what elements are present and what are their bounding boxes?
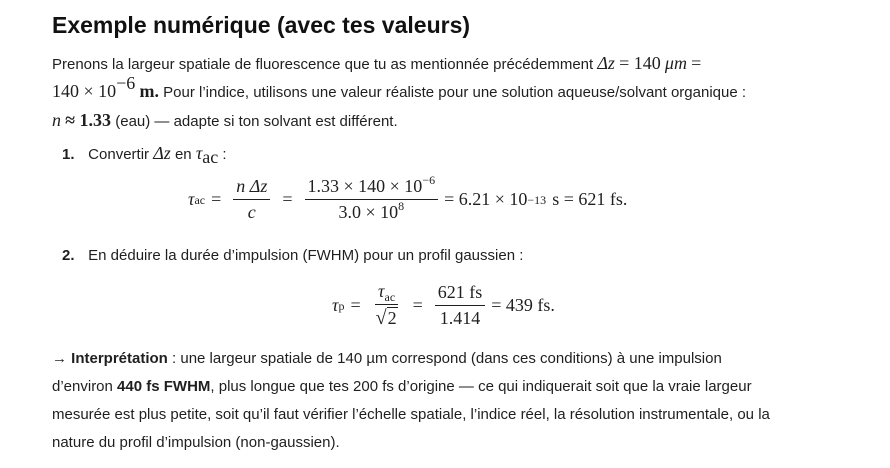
- fraction-symbolic: [233, 176, 270, 223]
- math-tau: τ: [195, 143, 203, 163]
- numerator-sub: ac: [384, 290, 396, 304]
- fraction-numerator: 621 fs: [435, 282, 486, 306]
- interpretation-text: nature du profil d’impulsion (non-gaussien).: [52, 434, 340, 451]
- eq-lhs: τ: [188, 189, 195, 209]
- interpretation-line-2: [52, 377, 752, 397]
- fraction-denominator: [335, 200, 407, 223]
- math-unit: μm: [664, 53, 687, 73]
- eq-result-tail: s = 621 fs.: [552, 189, 628, 209]
- math-coefficient: 140 × 10: [52, 81, 117, 101]
- numerator-tau: τ: [378, 281, 385, 301]
- interpretation-line-4: [52, 433, 340, 453]
- interpretation-label: Interprétation: [71, 350, 168, 367]
- intro-text: Pour l’indice, utilisons une valeur réaliste pour une solution aqueuse/solvant organique :: [163, 84, 747, 101]
- interpretation-text: : une largeur spatiale de 140 µm correspond (dans ces conditions) à une impulsion: [172, 350, 722, 367]
- math-delta-z: Δz: [153, 143, 171, 163]
- math-approx-value: ≈ 1.33: [65, 110, 112, 130]
- step-2-heading: [62, 246, 523, 266]
- interpretation-highlight: 440 fs FWHM: [117, 378, 211, 395]
- denominator-base: 3.0 × 10: [338, 202, 399, 222]
- step-text: :: [222, 146, 227, 163]
- fraction-denominator: 1.414: [439, 308, 481, 328]
- math-unit-meter: m.: [139, 81, 159, 101]
- fraction-numerator: [305, 173, 439, 200]
- eq-equals: =: [350, 295, 361, 315]
- eq-lhs: τ: [332, 295, 339, 315]
- fraction-denominator: [373, 305, 401, 330]
- math-value: = 140: [619, 53, 661, 73]
- step-text: en: [174, 146, 192, 163]
- math-delta-z: Δz: [597, 53, 615, 73]
- equation-tau-p: τ p = $\frac{\tau_{ac}}{√2}$ = $\frac{621 fs}{1.414}$ = 439 fs.: [332, 281, 555, 329]
- math-n: n: [52, 110, 61, 130]
- intro-text: Prenons la largeur spatiale de fluorescence que tu as mentionnée précédemment: [52, 56, 594, 73]
- fraction-numerator: n Δz: [233, 176, 270, 200]
- intro-line-2: [52, 73, 747, 103]
- eq-result: = 6.21 × 10: [444, 189, 528, 209]
- interpretation-line-3: [52, 405, 770, 425]
- math-exponent: −6: [116, 73, 136, 93]
- step-text: En déduire la durée d’impulsion (FWHM) pour un profil gaussien :: [88, 247, 524, 264]
- numerator-base: 1.33 × 140 × 10: [307, 176, 423, 196]
- intro-line-1: [52, 53, 701, 75]
- interpretation-text: d’environ: [52, 378, 113, 395]
- eq-equals: =: [412, 295, 423, 315]
- interpretation-line-1: [52, 349, 722, 369]
- eq-equals: =: [211, 189, 222, 209]
- denominator-exponent: 8: [398, 199, 405, 213]
- intro-line-3: [52, 110, 398, 132]
- fraction-numerator: [375, 281, 398, 305]
- arrow-icon: →: [52, 350, 67, 367]
- fraction-numeric: [305, 173, 439, 223]
- step-1-heading: [62, 143, 227, 165]
- fraction-denominator: c: [247, 202, 256, 222]
- fraction-symbolic: [373, 281, 401, 330]
- step-number: 1.: [62, 146, 75, 163]
- section-heading: Exemple numérique (avec tes valeurs): [52, 12, 471, 38]
- math-subscript: ac: [202, 147, 219, 167]
- math-equals: =: [691, 53, 702, 73]
- eq-equals: =: [282, 189, 293, 209]
- fraction-numeric: [435, 282, 486, 329]
- sqrt-value: 2: [387, 308, 397, 328]
- sqrt-symbol: √: [375, 307, 387, 329]
- interpretation-text: , plus longue que tes 200 fs d’origine — ce qui indiquerait soit que la vraie largeur: [210, 378, 752, 395]
- step-number: 2.: [62, 247, 75, 264]
- numerator-exponent: −6: [422, 173, 436, 187]
- interpretation-text: mesurée est plus petite, soit qu’il faut vérifier l’échelle spatiale, l’indice réel, la résolution instrumentale, ou la: [52, 406, 770, 423]
- equation-tau-ac: τ ac = $\frac{\text{n Δz}}{c}$ = $\frac{1.33 \times 140 \times 10^{-6}}{3.0 \times 10^8}$ = 6.21 × 10 −13 s = 621 fs.: [188, 173, 628, 222]
- eq-result: = 439 fs.: [491, 295, 555, 315]
- intro-text: (eau) — adapte si ton solvant est différent.: [115, 113, 398, 130]
- step-text: Convertir: [88, 146, 150, 163]
